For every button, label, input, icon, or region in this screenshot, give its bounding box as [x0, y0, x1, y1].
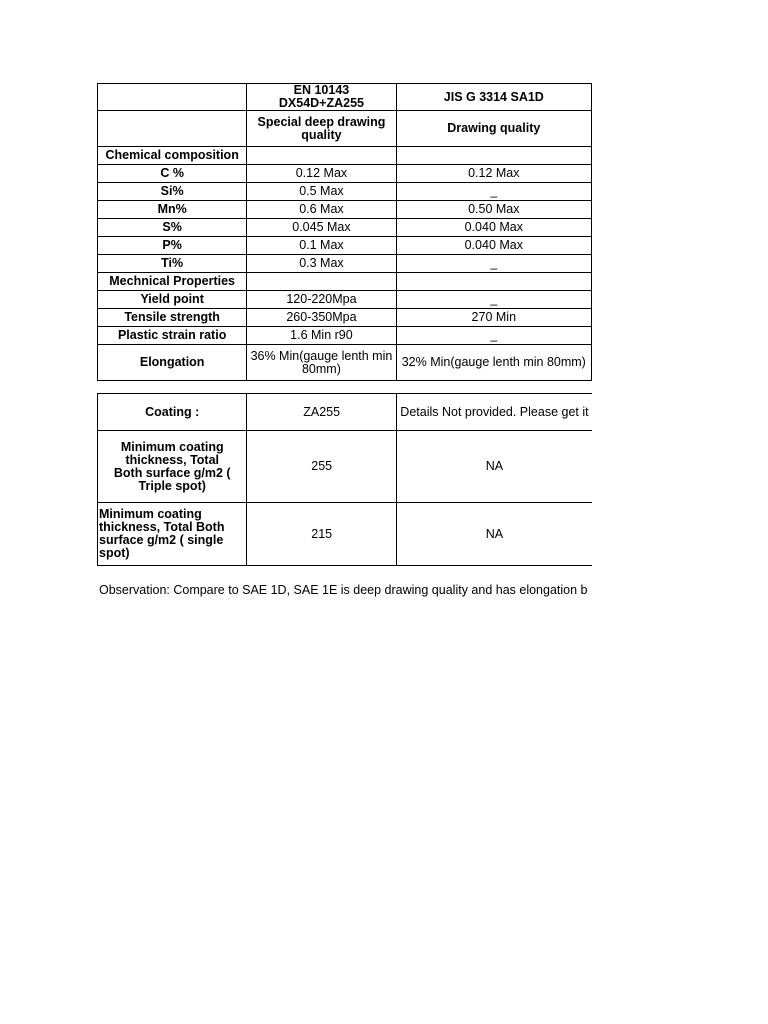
row-jis: 0.50 Max — [396, 201, 591, 219]
row-en: 215 — [247, 503, 396, 566]
row-en: 0.12 Max — [247, 165, 396, 183]
quality-en: Special deep drawing quality — [247, 111, 396, 147]
header-cell — [98, 84, 247, 111]
row-label: Ti% — [98, 255, 247, 273]
quality-jis: Drawing quality — [396, 111, 591, 147]
row-label: Tensile strength — [98, 309, 247, 327]
row-jis — [396, 147, 591, 165]
row-en: 0.1 Max — [247, 237, 396, 255]
row-label: Elongation — [98, 345, 247, 381]
table-row — [98, 255, 592, 273]
row-jis: 32% Min(gauge lenth min 80mm) — [396, 345, 591, 381]
row-jis: NA — [396, 431, 592, 503]
table-row — [98, 503, 593, 566]
table-row — [98, 237, 592, 255]
table-header-row — [98, 84, 592, 111]
row-jis: Details Not provided. Please get it — [396, 394, 592, 431]
table-row — [98, 183, 592, 201]
row-jis: _ — [396, 255, 591, 273]
table-row — [98, 309, 592, 327]
row-en: 1.6 Min r90 — [247, 327, 396, 345]
row-label: Chemical composition — [98, 147, 247, 165]
table-row — [98, 291, 592, 309]
row-jis: NA — [396, 503, 592, 566]
quality-label — [98, 111, 247, 147]
row-label: Mn% — [98, 201, 247, 219]
row-jis: 270 Min — [396, 309, 591, 327]
row-jis: _ — [396, 327, 591, 345]
row-label: Coating : — [98, 394, 247, 431]
table-row — [98, 431, 593, 503]
table-row — [98, 147, 592, 165]
row-en: 120-220Mpa — [247, 291, 396, 309]
row-jis: _ — [396, 183, 591, 201]
row-en — [247, 273, 396, 291]
row-jis: _ — [396, 291, 591, 309]
quality-row — [98, 111, 592, 147]
spec-comparison-table — [97, 83, 592, 381]
row-label: S% — [98, 219, 247, 237]
table-row — [98, 345, 592, 381]
table-row — [98, 273, 592, 291]
row-label: C % — [98, 165, 247, 183]
table-row — [98, 394, 593, 431]
row-label: Si% — [98, 183, 247, 201]
table-row — [98, 219, 592, 237]
row-en: 36% Min(gauge lenth min 80mm) — [247, 345, 396, 381]
row-label: P% — [98, 237, 247, 255]
header-cell-en: EN 10143 DX54D+ZA255 — [247, 84, 396, 111]
row-label: Plastic strain ratio — [98, 327, 247, 345]
row-jis — [396, 273, 591, 291]
row-jis: 0.12 Max — [396, 165, 591, 183]
row-jis: 0.040 Max — [396, 219, 591, 237]
row-en: 0.6 Max — [247, 201, 396, 219]
table-row — [98, 201, 592, 219]
row-label: Mechnical Properties — [98, 273, 247, 291]
row-en: ZA255 — [247, 394, 396, 431]
row-label: Minimum coating thickness, Total Both surface g/m2 ( Triple spot) — [98, 431, 247, 503]
header-cell-jis: JIS G 3314 SA1D — [396, 84, 591, 111]
coating-table — [97, 393, 592, 566]
row-jis: 0.040 Max — [396, 237, 591, 255]
row-en: 0.5 Max — [247, 183, 396, 201]
row-en: 0.045 Max — [247, 219, 396, 237]
row-label: Minimum coating thickness, Total Both surface g/m2 ( single spot) — [98, 503, 247, 566]
row-en: 255 — [247, 431, 396, 503]
row-en: 0.3 Max — [247, 255, 396, 273]
row-en: 260-350Mpa — [247, 309, 396, 327]
row-en — [247, 147, 396, 165]
table-row — [98, 327, 592, 345]
row-label: Yield point — [98, 291, 247, 309]
observation-text: Observation: Compare to SAE 1D, SAE 1E is deep drawing quality and has elongation b — [99, 583, 588, 597]
table-row — [98, 165, 592, 183]
